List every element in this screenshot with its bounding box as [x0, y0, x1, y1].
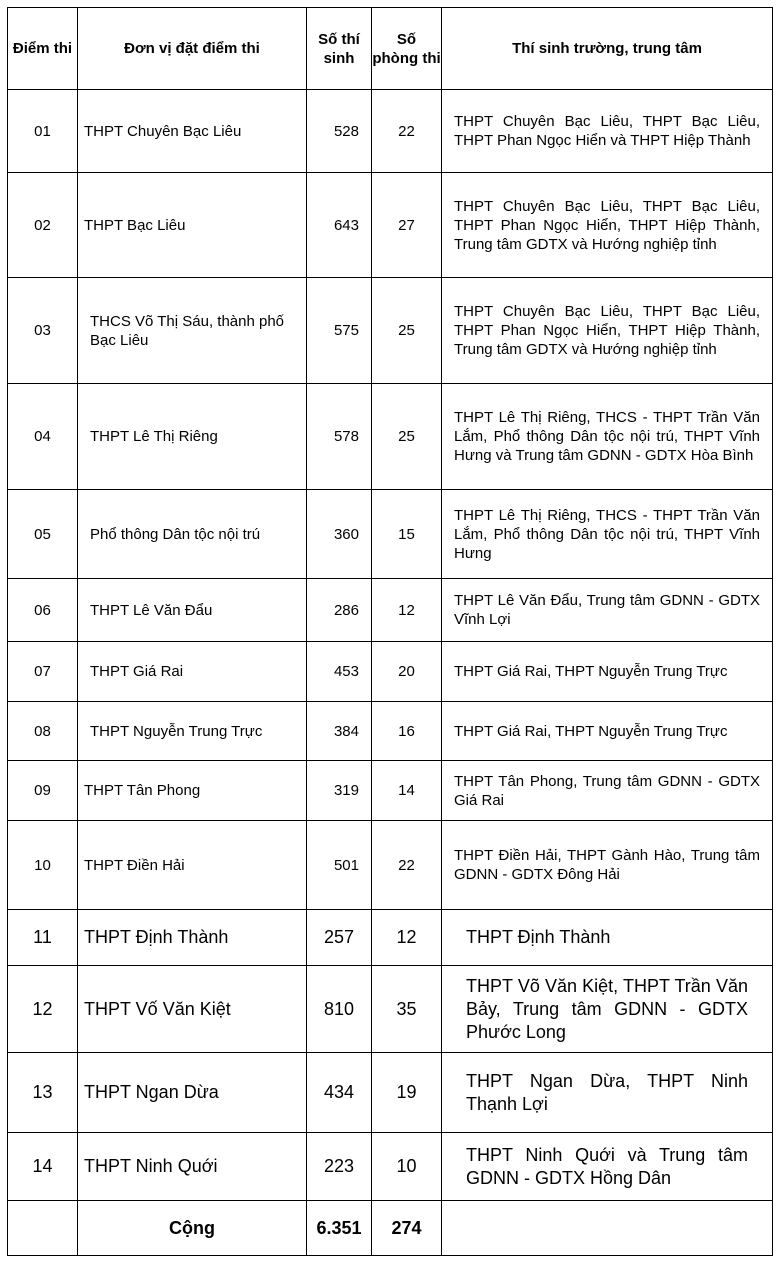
cell-candidates: 360: [307, 490, 372, 579]
cell-id: 14: [8, 1133, 78, 1201]
cell-id: 09: [8, 761, 78, 821]
table-row: [8, 278, 773, 384]
cell-unit: THPT Ninh Quới: [78, 1133, 307, 1201]
table-row: [8, 384, 773, 490]
cell-schools: THPT Lê Thị Riêng, THCS - THPT Trần Văn Lắm, Phổ thông Dân tộc nội trú, THPT Vĩnh Hưng và Trung tâm GDNN - GDTX Hòa Bình: [442, 384, 773, 490]
cell-rooms: 27: [372, 173, 442, 278]
cell-unit: Phổ thông Dân tộc nội trú: [78, 490, 307, 579]
cell-candidates: 319: [307, 761, 372, 821]
cell-candidates: 528: [307, 90, 372, 173]
cell-schools: THPT Ngan Dừa, THPT Ninh Thạnh Lợi: [442, 1053, 773, 1133]
cell-rooms: 14: [372, 761, 442, 821]
cell-id: 02: [8, 173, 78, 278]
cell-candidates: 810: [307, 966, 372, 1053]
cell-id: 07: [8, 642, 78, 702]
cell-unit: THPT Ngan Dừa: [78, 1053, 307, 1133]
cell-id: 03: [8, 278, 78, 384]
cell-schools: THPT Chuyên Bạc Liêu, THPT Bạc Liêu, THPT Phan Ngọc Hiển, THPT Hiệp Thành, Trung tâm GDTX và Hướng nghiệp tỉnh: [442, 278, 773, 384]
cell-candidates: 453: [307, 642, 372, 702]
cell-candidates: 384: [307, 702, 372, 761]
cell-rooms: 15: [372, 490, 442, 579]
cell-unit: THPT Chuyên Bạc Liêu: [78, 90, 307, 173]
header-candidates: Số thí sinh: [307, 8, 372, 90]
table-row: [8, 90, 773, 173]
cell-rooms: 25: [372, 384, 442, 490]
table-row: [8, 642, 773, 702]
cell-id: 12: [8, 966, 78, 1053]
table-row: [8, 821, 773, 910]
header-row: [8, 8, 773, 90]
cell-candidates: 434: [307, 1053, 372, 1133]
cell-unit: THPT Bạc Liêu: [78, 173, 307, 278]
cell-id: 13: [8, 1053, 78, 1133]
cell-unit: THPT Giá Rai: [78, 642, 307, 702]
cell-schools: THPT Giá Rai, THPT Nguyễn Trung Trực: [442, 702, 773, 761]
cell-schools: THPT Ninh Quới và Trung tâm GDNN - GDTX Hồng Dân: [442, 1133, 773, 1201]
header-exam-site: Điểm thi: [8, 8, 78, 90]
cell-candidates: 578: [307, 384, 372, 490]
cell-rooms: 19: [372, 1053, 442, 1133]
cell-rooms: 12: [372, 910, 442, 966]
total-rooms: 274: [372, 1201, 442, 1256]
cell-unit: THPT Định Thành: [78, 910, 307, 966]
total-row: [8, 1201, 773, 1256]
cell-id: 08: [8, 702, 78, 761]
cell-unit: THPT Điền Hải: [78, 821, 307, 910]
cell-unit: THPT Vố Văn Kiệt: [78, 966, 307, 1053]
exam-site-table: [7, 7, 773, 1256]
cell-candidates: 501: [307, 821, 372, 910]
cell-unit: THPT Nguyễn Trung Trực: [78, 702, 307, 761]
table-row: [8, 702, 773, 761]
total-label: Cộng: [78, 1201, 307, 1256]
cell-candidates: 223: [307, 1133, 372, 1201]
cell-id: 10: [8, 821, 78, 910]
cell-candidates: 643: [307, 173, 372, 278]
total-empty-cell: [8, 1201, 78, 1256]
cell-candidates: 286: [307, 579, 372, 642]
total-schools-empty: [442, 1201, 773, 1256]
table-row: [8, 910, 773, 966]
cell-schools: THPT Chuyên Bạc Liêu, THPT Bạc Liêu, THPT Phan Ngọc Hiển, THPT Hiệp Thành, Trung tâm GDTX và Hướng nghiệp tỉnh: [442, 173, 773, 278]
header-schools: Thí sinh trường, trung tâm: [442, 8, 773, 90]
cell-rooms: 22: [372, 821, 442, 910]
table-row: [8, 490, 773, 579]
cell-rooms: 22: [372, 90, 442, 173]
cell-id: 06: [8, 579, 78, 642]
cell-unit: THPT Lê Văn Đẩu: [78, 579, 307, 642]
table-row: [8, 966, 773, 1053]
table-row: [8, 1053, 773, 1133]
table-row: [8, 1133, 773, 1201]
cell-schools: THPT Giá Rai, THPT Nguyễn Trung Trực: [442, 642, 773, 702]
cell-rooms: 12: [372, 579, 442, 642]
total-candidates: 6.351: [307, 1201, 372, 1256]
cell-schools: THPT Điền Hải, THPT Gành Hào, Trung tâm GDNN - GDTX Đông Hải: [442, 821, 773, 910]
cell-schools: THPT Định Thành: [442, 910, 773, 966]
header-rooms: Số phòng thi: [372, 8, 442, 90]
header-unit: Đơn vị đặt điểm thi: [78, 8, 307, 90]
table-row: [8, 173, 773, 278]
cell-id: 01: [8, 90, 78, 173]
table-row: [8, 761, 773, 821]
cell-id: 11: [8, 910, 78, 966]
cell-unit: THPT Lê Thị Riêng: [78, 384, 307, 490]
cell-rooms: 16: [372, 702, 442, 761]
cell-schools: THPT Chuyên Bạc Liêu, THPT Bạc Liêu, THPT Phan Ngọc Hiển và THPT Hiệp Thành: [442, 90, 773, 173]
cell-id: 05: [8, 490, 78, 579]
cell-id: 04: [8, 384, 78, 490]
table-row: [8, 579, 773, 642]
cell-rooms: 25: [372, 278, 442, 384]
cell-unit: THCS Võ Thị Sáu, thành phố Bạc Liêu: [78, 278, 307, 384]
cell-rooms: 35: [372, 966, 442, 1053]
cell-schools: THPT Tân Phong, Trung tâm GDNN - GDTX Giá Rai: [442, 761, 773, 821]
cell-schools: THPT Lê Văn Đẩu, Trung tâm GDNN - GDTX Vĩnh Lợi: [442, 579, 773, 642]
cell-unit: THPT Tân Phong: [78, 761, 307, 821]
cell-schools: THPT Lê Thị Riêng, THCS - THPT Trần Văn Lắm, Phổ thông Dân tộc nội trú, THPT Vĩnh Hưng: [442, 490, 773, 579]
cell-rooms: 10: [372, 1133, 442, 1201]
cell-rooms: 20: [372, 642, 442, 702]
cell-candidates: 257: [307, 910, 372, 966]
cell-candidates: 575: [307, 278, 372, 384]
cell-schools: THPT Võ Văn Kiệt, THPT Trần Văn Bảy, Trung tâm GDNN - GDTX Phước Long: [442, 966, 773, 1053]
